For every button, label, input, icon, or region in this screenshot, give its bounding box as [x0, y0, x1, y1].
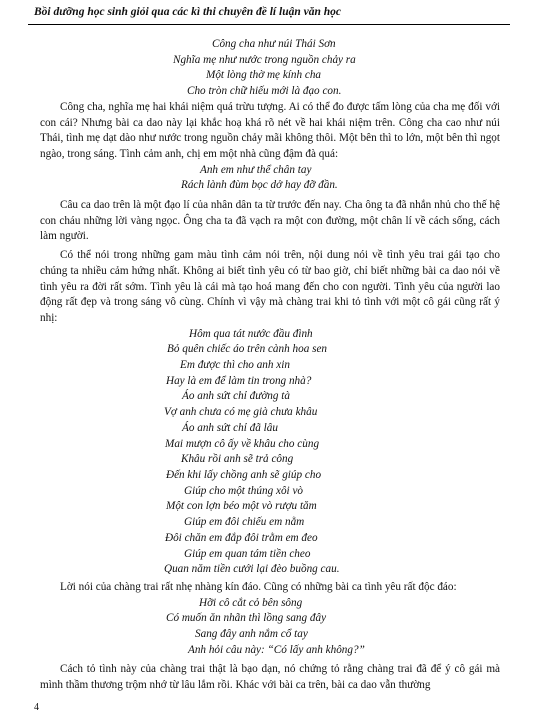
verse-line: Anh hỏi câu này: “Có lấy anh không?”: [188, 643, 365, 656]
verse-line: Giúp em quan tám tiền cheo: [184, 547, 311, 560]
verse-line: Đến khi lấy chồng anh sẽ giúp cho: [166, 468, 322, 481]
verse-line: Anh em như thể chân tay: [200, 163, 312, 176]
verse-line: Quan năm tiền cưới lại đèo buồng cau.: [164, 563, 340, 576]
verse-line: Khâu rồi anh sẽ trả công: [181, 453, 294, 466]
paragraph: Lời nói của chàng trai rất nhẹ nhàng kín đáo. Cũng có những bài ca tình yêu rất độc đáo:: [60, 580, 457, 593]
verse-line: Bỏ quên chiếc áo trên cành hoa sen: [167, 343, 328, 356]
paragraph: Có thể nói trong những gam màu tình cảm nói trên, nội dung nói về tình yêu trai gái tạo cho chúng ta nhiều cảm hứng nhất. Không ai biết tình yêu có từ bao giờ, chỉ biết những bài ca dao nói về tình yêu ra đời rất sớm. Tình yêu là cái mà tạo hoá mang đến cho con người. Tình yêu của người lao động rất đẹp và trong sáng vô cùng. Chính vì vậy mà chàng trai khi tỏ tình với một cô gái cũng rất ý nhị:: [40, 249, 500, 324]
verse-line: Vợ anh chưa có mẹ già chưa khâu: [164, 406, 318, 419]
document-body: [40, 37, 500, 694]
verse-line: Sang đây anh nắm cổ tay: [195, 628, 308, 641]
running-header: Bồi dưỡng học sinh giỏi qua các kì thi chuyên đề lí luận văn học: [34, 6, 341, 18]
paragraph: Cách tỏ tình này của chàng trai thật là bạo dạn, nó chứng tỏ rằng chàng trai đã để ý cô gái mà mình thầm thương trộm nhớ từ lâu lắm rồi. Khác với bài ca trên, bài ca dao vẫn thường: [40, 663, 500, 692]
verse-line: Rách lành đùm bọc dở hay đỡ đần.: [181, 179, 338, 192]
verse-line: Cho tròn chữ hiếu mới là đạo con.: [187, 85, 342, 98]
verse-line: Em được thì cho anh xin: [180, 359, 290, 372]
verse-block-2: [40, 163, 500, 194]
verse-line: Một con lợn béo một vò rượu tăm: [166, 500, 317, 513]
verse-line: Một lòng thờ mẹ kính cha: [206, 69, 322, 82]
verse-line: Giúp em đôi chiếu em nằm: [184, 516, 305, 529]
verse-block-1: [40, 37, 500, 100]
verse-line: Công cha như núi Thái Sơn: [212, 38, 336, 50]
verse-line: Hay là em để làm tin trong nhà?: [166, 374, 312, 387]
verse-line: Giúp cho một thúng xôi vò: [184, 484, 304, 497]
verse-line: Mai mượn cô ấy về khâu cho cùng: [165, 437, 320, 450]
verse-line: Áo anh sứt chỉ đã lâu: [182, 421, 278, 434]
verse-line: Đôi chăn em đắp đôi trằm em đeo: [165, 531, 318, 544]
paragraph: Câu ca dao trên là một đạo lí của nhân dân ta từ trước đến nay. Cha ông ta đã nhắn nhủ cho thế hệ con cháu những lời vàng ngọc. Ông cha ta đã vạch ra một con đường, một chân lí về cách sống, cách làm người.: [40, 199, 500, 243]
paragraph: Công cha, nghĩa mẹ hai khái niệm quá trừu tượng. Ai có thể đo được tấm lòng của cha mẹ đối với con cái? Nhưng bài ca dao này lại khắc hoạ khá rõ nét về hai khái niệm trên. Công cha cao như núi Thái, tình mẹ dạt dào như nước trong nguồn chảy mãi không thôi. Một bên thì to lớn, một bên thì ngọt ngào, trong sáng. Tình cảm anh, chị em một nhà cũng đậm đà quá:: [40, 100, 500, 160]
verse-line: Nghĩa mẹ như nước trong nguồn chảy ra: [173, 53, 356, 66]
verse-line: Áo anh sứt chỉ đường tà: [182, 390, 290, 403]
page-number: 4: [34, 702, 39, 713]
verse-block-4: [40, 596, 500, 659]
verse-line: Hỡi cô cắt cỏ bên sông: [199, 596, 303, 609]
verse-line: Có muốn ăn nhãn thì lồng sang đây: [166, 612, 327, 625]
header-rule: [28, 24, 510, 25]
verse-line: Hôm qua tát nước đầu đình: [189, 327, 313, 340]
verse-block-3: [40, 327, 500, 578]
